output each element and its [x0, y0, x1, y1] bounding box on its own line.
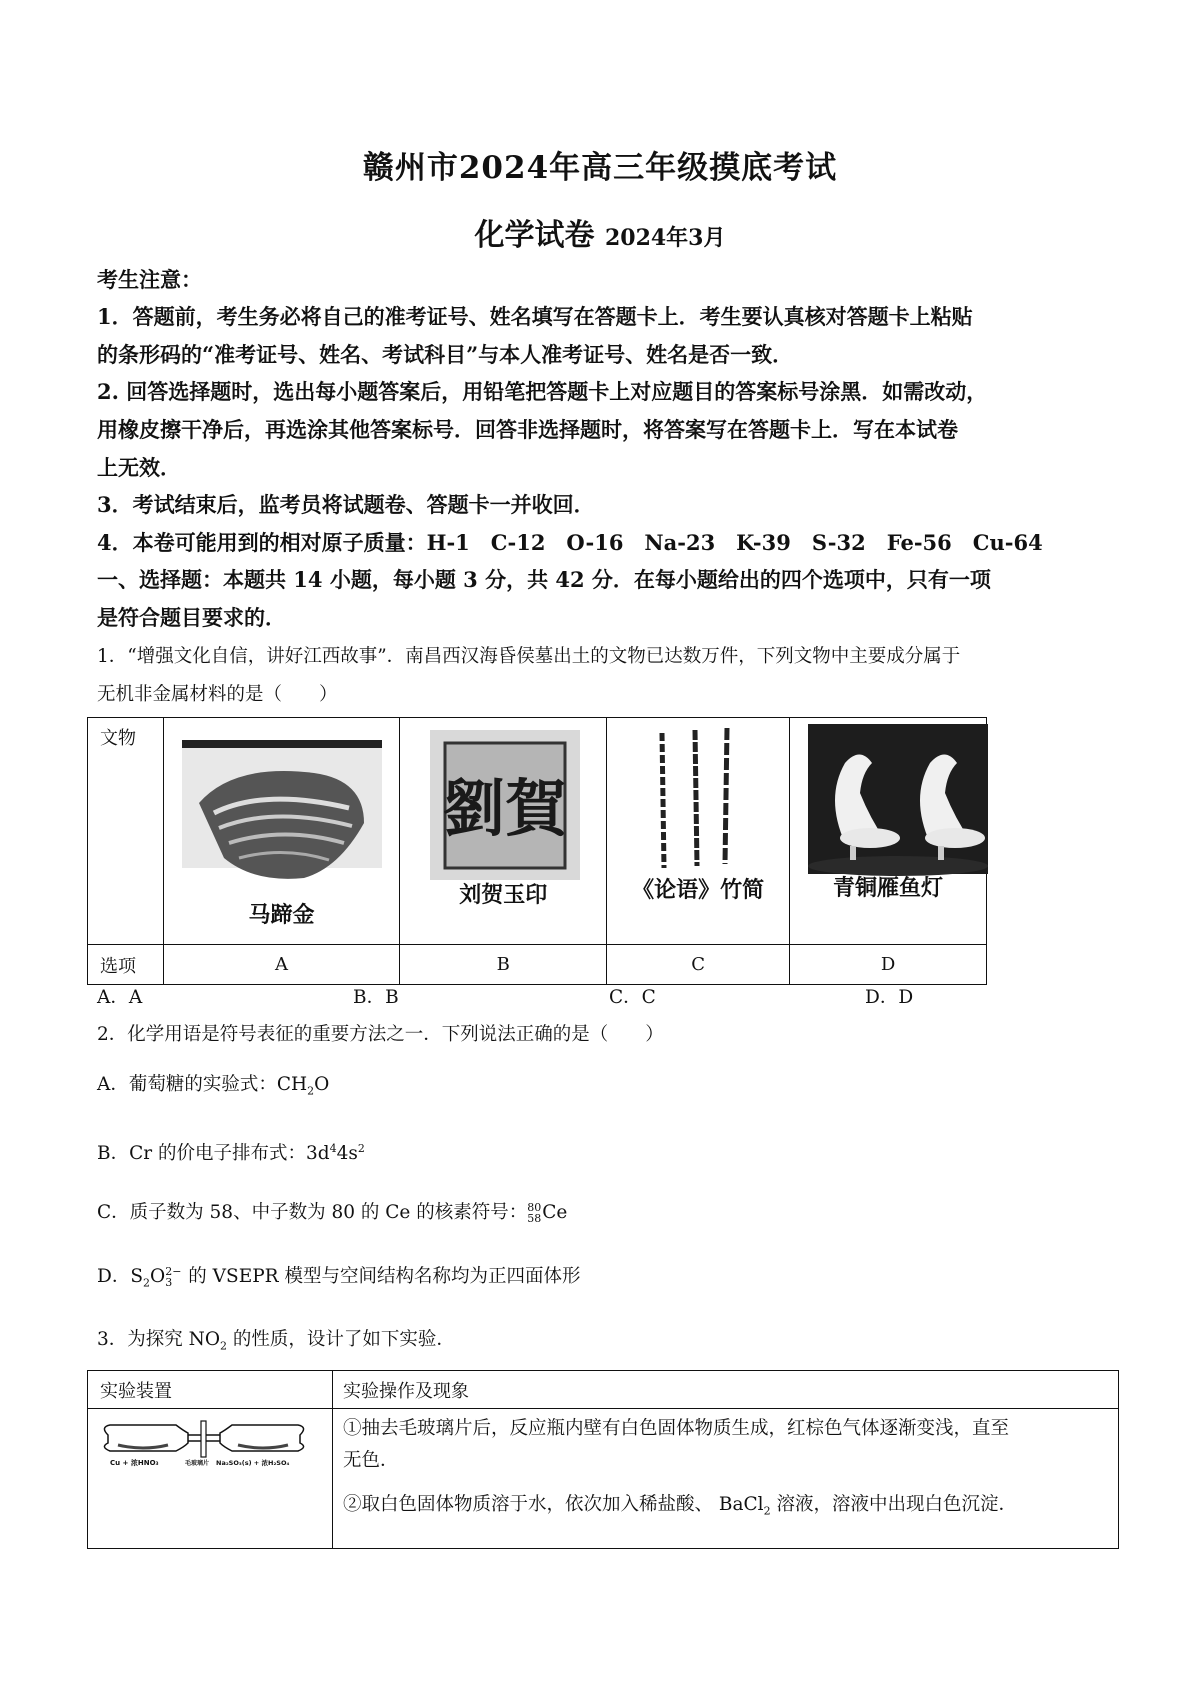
- option-d-label: D: [790, 945, 987, 985]
- artifact-bronze-lamp: [790, 718, 987, 945]
- subject-title: 化学试卷: [474, 218, 595, 253]
- q1-stem-line1: 1．“增强文化自信，讲好江西故事”．南昌西汉海昏侯墓出土的文物已达数万件，下列文物中主要成分属于: [97, 646, 961, 667]
- apparatus-mid-label: 毛玻璃片: [185, 1460, 210, 1467]
- apparatus-cell: [88, 1409, 333, 1549]
- option-b-label: B: [400, 945, 607, 985]
- option-a-label: A: [163, 945, 400, 985]
- section-heading-1a: 一、选择题：本题共 14 小题，每小题 3 分，共 42 分．在每小题给出的四个选项中，只有一项: [97, 567, 991, 592]
- caption-liu-he-seal: 刘贺玉印: [459, 883, 548, 908]
- artifact-liu-he-seal: [400, 718, 607, 945]
- notice-item-2b: 用橡皮擦干净后，再选涂其他答案标号．回答非选择题时，将答案写在答题卡上．写在本试卷: [97, 417, 958, 442]
- notice-item-4: 4．本卷可能用到的相对原子质量：H-1 C-12 O-16 Na-23 K-39 S-32 Fe-56 Cu-64: [97, 530, 1043, 555]
- q1-choice-c: C．C: [609, 987, 656, 1008]
- section-heading-1b: 是符合题目要求的．: [97, 605, 286, 630]
- q3-stem: 3．为探究 $NO_2$ 的性质，设计了如下实验．: [97, 1329, 455, 1353]
- liu-he-seal-image: [400, 718, 607, 945]
- q1-artifact-table: [87, 717, 987, 985]
- seal-characters: 劉賀: [443, 772, 568, 845]
- apparatus-right-label: Na₂SO₃(s) + 浓H₂SO₄: [216, 1459, 290, 1467]
- bamboo-slips-image: [607, 718, 790, 945]
- observation-1-line2: 无色．: [343, 1450, 399, 1471]
- q2-option-d: D．$S_2O2-$ 3 的 VSEPR 模型与空间结构名称均为正四面体形: [97, 1265, 581, 1290]
- caption-bamboo-slips: 《论语》竹简: [632, 878, 765, 903]
- exam-title: 赣州市2024年高三年级摸底考试: [362, 150, 838, 186]
- observation-2: ②取白色固体物质溶于水，依次加入稀盐酸、 BaCl$_2$ 溶液，溶液中出现白色沉淀．: [343, 1494, 1017, 1518]
- q1-choice-d: D．D: [865, 987, 914, 1008]
- q2-option-b: B．Cr 的价电子排布式：$3d^44s^2$: [97, 1142, 365, 1165]
- notice-item-2c: 上无效．: [97, 455, 181, 480]
- col-apparatus-header: 实验装置: [88, 1371, 333, 1409]
- notice-heading: 考生注意：: [97, 267, 202, 292]
- notice-item-1a: 1．答题前，考生务必将自己的准考证号、姓名填写在答题卡上．考生要认真核对答题卡上粘贴: [97, 304, 973, 329]
- q2-stem: 2．化学用语是符号表征的重要方法之一．下列说法正确的是（ ）: [97, 1024, 664, 1045]
- q1-stem-line2: 无机非金属材料的是（ ）: [97, 684, 338, 705]
- q1-choice-a: A．A: [97, 987, 143, 1008]
- q2-option-c: C．质子数为 58、中子数为 80 的 Ce 的核素符号：80 58Ce: [97, 1201, 568, 1225]
- notice-item-2a: 2. 回答选择题时，选出每小题答案后，用铅笔把答题卡上对应题目的答案标号涂黑．如需改动，: [97, 379, 988, 404]
- ion-charge-index: 2− 3: [165, 1265, 182, 1289]
- notice-item-1b: 的条形码的“准考证号、姓名、考试科目”与本人准考证号、姓名是否一致．: [97, 342, 794, 367]
- option-c-label: C: [607, 945, 790, 985]
- exam-subtitle: [0, 210, 1200, 254]
- apparatus-diagram: [88, 1417, 320, 1477]
- artifact-horse-hoof-gold: [163, 718, 400, 945]
- caption-bronze-lamp: 青铜雁鱼灯: [833, 876, 944, 901]
- row-label-option: 选项: [88, 945, 164, 985]
- observation-cell: [333, 1409, 1119, 1549]
- exam-date: 2024年3月: [604, 225, 726, 251]
- notice-item-3: 3．考试结束后，监考员将试题卷、答题卡一并收回．: [97, 492, 595, 517]
- q1-choice-b: B．B: [353, 987, 399, 1008]
- q2-option-a: A．葡萄糖的实验式：$CH_2O$: [97, 1074, 330, 1098]
- caption-horse-hoof-gold: 马蹄金: [248, 903, 315, 928]
- observation-1-line1: ①抽去毛玻璃片后，反应瓶内壁有白色固体物质生成，红棕色气体逐渐变浅，直至: [343, 1418, 1010, 1439]
- nuclide-prefix: 80 58: [527, 1201, 542, 1225]
- apparatus-left-label: Cu + 浓HNO₃: [110, 1459, 159, 1467]
- artifact-bamboo-slips: [607, 718, 790, 945]
- bronze-goose-lamp-image: [790, 718, 1000, 945]
- row-label-artifact: 文物: [88, 718, 164, 945]
- col-observation-header: 实验操作及现象: [333, 1371, 1119, 1409]
- q3-experiment-table: [87, 1370, 1119, 1549]
